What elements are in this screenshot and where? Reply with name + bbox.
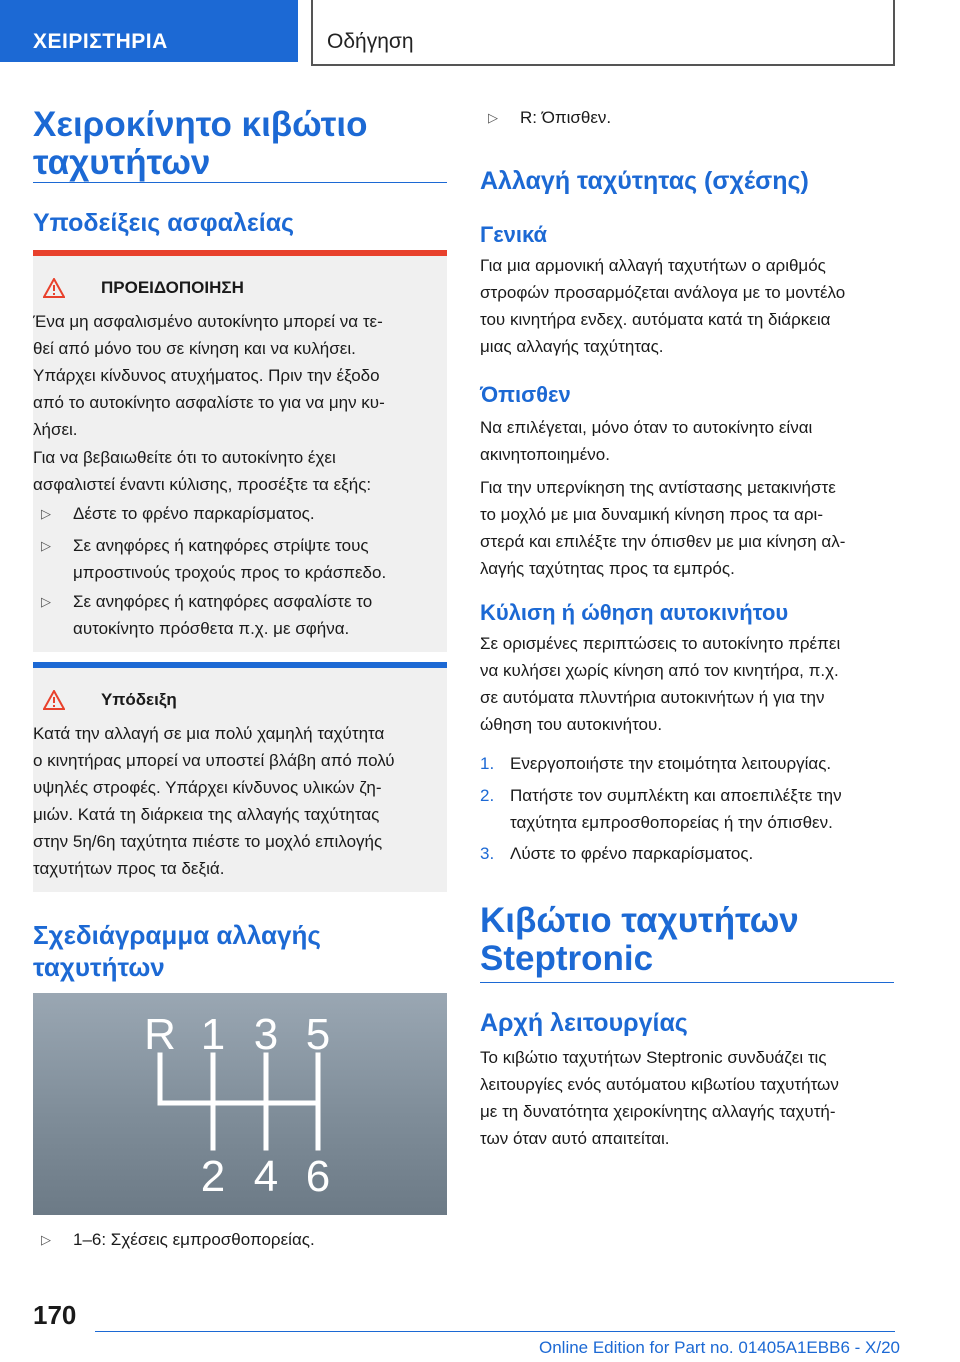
bullet-line: Δέστε το φρένο παρκαρίσματος. bbox=[73, 504, 315, 523]
principle-text bbox=[480, 1044, 839, 1152]
general-line: μιας αλλαγής ταχύτητας. bbox=[480, 337, 664, 356]
principle-line: λειτουργίες ενός αυτόματου κιβωτίου ταχυτήτων bbox=[480, 1075, 839, 1094]
step-line: ταχύτητα εμπροσθοπορείας ή την όπισθεν. bbox=[510, 813, 833, 832]
gear-label-4: 4 bbox=[253, 1152, 279, 1201]
notice-text bbox=[33, 720, 395, 882]
step-line: Λύστε το φρένο παρκαρίσματος. bbox=[510, 844, 754, 863]
rolling-line: Σε ορισμένες περιπτώσεις το αυτοκίνητο πρέπει bbox=[480, 634, 841, 653]
warning-intro-line: ασφαλιστεί έναντι κύλισης, προσέξτε τα εξής: bbox=[33, 475, 372, 494]
warning-bullet bbox=[33, 500, 315, 527]
reverse-bullet-text: R: Όπισθεν. bbox=[520, 108, 612, 127]
gear-label-1: 1 bbox=[200, 1010, 226, 1059]
rolling-line: σε αυτόματα πλυντήρια αυτοκινήτων ή για την bbox=[480, 688, 825, 707]
gear-label-2: 2 bbox=[200, 1152, 226, 1201]
warning-text bbox=[33, 308, 385, 443]
warning-bar bbox=[33, 250, 447, 256]
warning-line: Ένα μη ασφαλισμένο αυτοκίνητο μπορεί να τε- bbox=[33, 312, 383, 331]
notice-bar bbox=[33, 662, 447, 668]
steptronic-title-line2: Steptronic bbox=[480, 939, 654, 978]
chapter-tab: ΧΕΙΡΙΣΤΗΡΙΑ bbox=[0, 0, 298, 62]
notice-line: μιών. Κατά τη διάρκεια της αλλαγής ταχύτητας bbox=[33, 805, 380, 824]
bullet-line: Σε ανηφόρες ή κατηφόρες στρίψτε τους bbox=[73, 536, 369, 555]
gear-shift-diagram bbox=[33, 993, 447, 1215]
step-item bbox=[480, 840, 753, 867]
warning-triangle-icon bbox=[43, 278, 65, 298]
diagram-heading-line1: Σχεδιάγραμμα αλλαγής bbox=[33, 920, 321, 950]
warning-line: λήσει. bbox=[33, 420, 78, 439]
step-item bbox=[480, 782, 842, 836]
general-line: στροφών προσαρμόζεται ανάλογα με το μοντέλο bbox=[480, 283, 846, 302]
step-number: 3. bbox=[480, 844, 495, 863]
reverse-text-2 bbox=[480, 474, 845, 582]
diagram-heading-line2: ταχυτήτων bbox=[33, 952, 165, 982]
safety-heading: Υποδείξεις ασφαλείας bbox=[33, 209, 295, 237]
warning-intro bbox=[33, 444, 371, 498]
notice-label: Υπόδειξη bbox=[101, 690, 177, 709]
reverse-line: το μοχλό με μια δυναμική κίνηση προς τα αρι- bbox=[480, 505, 823, 524]
step-item bbox=[480, 750, 831, 777]
bullet-triangle-icon: ▷ bbox=[41, 594, 51, 609]
warning-intro-line: Για να βεβαιωθείτε ότι το αυτοκίνητο έχει bbox=[33, 448, 336, 467]
gear-label-3: 3 bbox=[253, 1010, 279, 1059]
bullet-line: Σε ανηφόρες ή κατηφόρες ασφαλίστε το bbox=[73, 592, 373, 611]
warning-bullet bbox=[33, 588, 372, 642]
general-line: Για μια αρμονική αλλαγή ταχυτήτων ο αριθμός bbox=[480, 256, 826, 275]
gear-label-r: R bbox=[144, 1010, 176, 1059]
bullet-triangle-icon: ▷ bbox=[41, 506, 51, 521]
principle-line: των όταν αυτό απαιτείται. bbox=[480, 1129, 670, 1148]
reverse-line: στερά και επιλέξτε την όπισθεν με μια κίνηση αλ- bbox=[480, 532, 846, 551]
warning-line: από το αυτοκίνητο ασφαλίστε το για να μην κυ- bbox=[33, 393, 385, 412]
reverse-text-1 bbox=[480, 414, 812, 468]
footer-rule bbox=[95, 1331, 895, 1332]
bullet-line: αυτοκίνητο πρόσθετα π.χ. με σφήνα. bbox=[73, 619, 350, 638]
rolling-line: ώθηση του αυτοκινήτου. bbox=[480, 715, 663, 734]
footer-edition: Online Edition for Part no. 01405A1EBB6 - X/20 bbox=[538, 1338, 900, 1357]
warning-header bbox=[43, 278, 244, 298]
notice-line: ο κινητήρας μπορεί να υποστεί βλάβη από πολύ bbox=[33, 751, 395, 770]
warning-line: θεί από μόνο του σε κίνηση και να κυλήσει. bbox=[33, 339, 356, 358]
reverse-line: ακινητοποιημένο. bbox=[480, 445, 610, 464]
title-rule bbox=[33, 182, 447, 183]
bullet-triangle-icon: ▷ bbox=[488, 110, 498, 125]
notice-box bbox=[33, 662, 447, 892]
steptronic-title-line1: Κιβώτιο ταχυτήτων bbox=[480, 901, 799, 940]
change-heading: Αλλαγή ταχύτητας (σχέσης) bbox=[480, 167, 809, 195]
gear-label-6: 6 bbox=[305, 1152, 331, 1201]
page-title-line2: ταχυτήτων bbox=[33, 143, 211, 182]
reverse-line: Να επιλέγεται, μόνο όταν το αυτοκίνητο είναι bbox=[480, 418, 813, 437]
principle-heading: Αρχή λειτουργίας bbox=[480, 1009, 688, 1037]
notice-line: στην 5η/6η ταχύτητα πιέστε το μοχλό επιλογής bbox=[33, 832, 383, 851]
notice-line: ταχυτήτων προς τα δεξιά. bbox=[33, 859, 225, 878]
gear-shift-pattern bbox=[33, 993, 447, 1215]
step-line: Πατήστε τον συμπλέκτη και αποεπιλέξτε την bbox=[510, 786, 842, 805]
step-line: Ενεργοποιήστε την ετοιμότητα λειτουργίας. bbox=[510, 754, 832, 773]
page-number: 170 bbox=[33, 1300, 77, 1330]
reverse-line: Για την υπερνίκηση της αντίστασης μετακινήστε bbox=[480, 478, 836, 497]
notice-line: Κατά την αλλαγή σε μια πολύ χαμηλή ταχύτητα bbox=[33, 724, 385, 743]
gear-label-5: 5 bbox=[305, 1010, 331, 1059]
principle-line: με τη δυνατότητα χειροκίνητης αλλαγής ταχυτή- bbox=[480, 1102, 836, 1121]
step-number: 2. bbox=[480, 786, 495, 805]
caption-text: 1–6: Σχέσεις εμπροσθοπορείας. bbox=[73, 1230, 315, 1249]
warning-bullet bbox=[33, 532, 386, 586]
bullet-triangle-icon: ▷ bbox=[41, 538, 51, 553]
general-text bbox=[480, 252, 845, 360]
warning-triangle-icon bbox=[43, 690, 65, 710]
page-title-line1: Χειροκίνητο κιβώτιο bbox=[33, 105, 368, 144]
section-title: Οδήγηση bbox=[311, 0, 895, 66]
principle-line: Το κιβώτιο ταχυτήτων Steptronic συνδυάζει τις bbox=[480, 1048, 827, 1067]
general-heading: Γενικά bbox=[480, 222, 548, 247]
steptronic-rule bbox=[480, 982, 894, 983]
rolling-line: να κυλήσει χωρίς κίνηση από τον κινητήρα, π.χ. bbox=[480, 661, 839, 680]
bullet-triangle-icon: ▷ bbox=[41, 1232, 51, 1247]
reverse-heading: Όπισθεν bbox=[480, 382, 571, 407]
bullet-line: μπροστινούς τροχούς προς το κράσπεδο. bbox=[73, 563, 387, 582]
rolling-text bbox=[480, 630, 840, 738]
rolling-heading: Κύλιση ή ώθηση αυτοκινήτου bbox=[480, 600, 789, 625]
step-number: 1. bbox=[480, 754, 495, 773]
diagram-caption bbox=[33, 1226, 315, 1253]
warning-line: Υπάρχει κίνδυνος ατυχήματος. Πριν την έξοδο bbox=[33, 366, 380, 385]
notice-header bbox=[43, 690, 177, 710]
warning-label: ΠΡΟΕΙΔΟΠΟΙΗΣΗ bbox=[101, 278, 244, 297]
reverse-bullet bbox=[480, 104, 611, 131]
reverse-line: λαγής ταχύτητας προς τα εμπρός. bbox=[480, 559, 735, 578]
notice-line: υψηλές στροφές. Υπάρχει κίνδυνος υλικών ζη- bbox=[33, 778, 382, 797]
warning-box bbox=[33, 250, 447, 652]
general-line: του κινητήρα ενδεχ. αυτόματα κατά τη διάρκεια bbox=[480, 310, 831, 329]
